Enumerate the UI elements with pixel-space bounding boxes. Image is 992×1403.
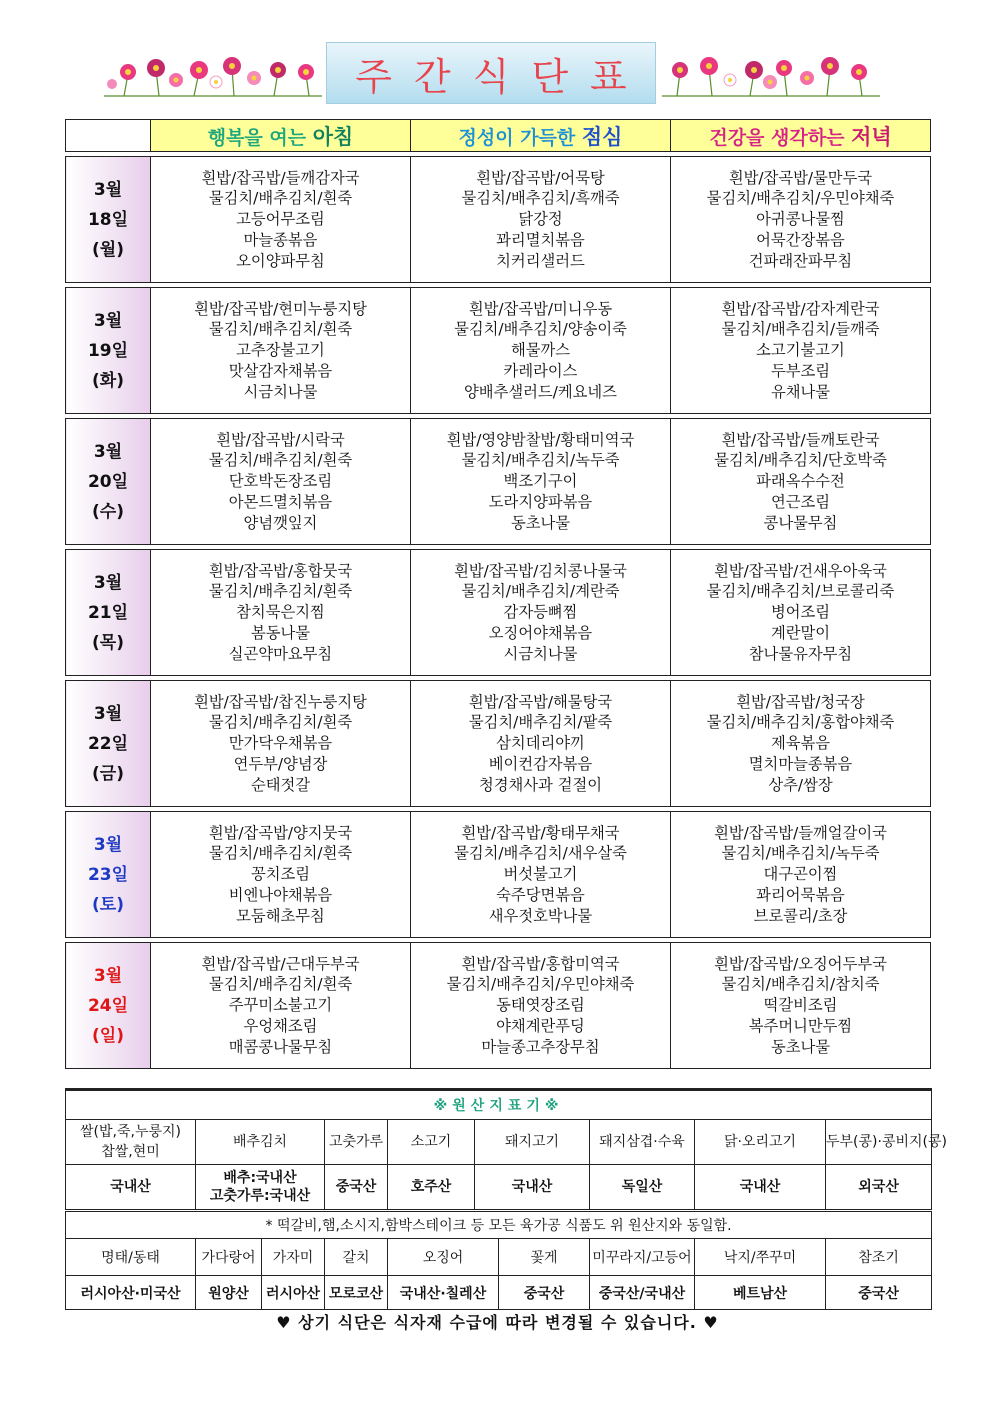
menu-item: 아몬드멸치볶음 — [228, 492, 333, 511]
menu-item: 흰밥/잡곡밥/들깨토란국 — [721, 430, 880, 449]
menu-item: 물김치/배추김치/녹두죽 — [461, 451, 620, 470]
date-cell — [66, 943, 151, 1069]
title-box — [326, 42, 656, 104]
origin-val-tofu: 외국산 — [826, 1165, 932, 1211]
menu-item: 시금치나물 — [503, 644, 578, 663]
menu-item: 베이컨감자볶음 — [488, 754, 593, 773]
menu-item: 제육볶음 — [770, 734, 831, 753]
menu-item: 고등어무조림 — [236, 210, 325, 229]
menu-item: 물김치/배추김치/우민야채죽 — [446, 975, 635, 994]
menu-item: 동초나물 — [510, 513, 571, 532]
menu-item: 흰밥/잡곡밥/미니우동 — [468, 299, 613, 318]
menu-item: 시금치나물 — [243, 382, 318, 401]
date-month: 3월 — [93, 572, 123, 593]
menu-item: 흰밥/잡곡밥/양지뭇국 — [208, 823, 353, 842]
menu-item: 건파래잔파무침 — [748, 251, 853, 270]
menu-item: 동태엿장조림 — [496, 996, 585, 1015]
date-date: 18일 — [87, 209, 129, 230]
breakfast-cell — [151, 943, 411, 1069]
menu-item: 계란말이 — [770, 623, 831, 642]
origin-head-flounder: 가자미 — [262, 1239, 325, 1276]
menu-item: 흰밥/잡곡밥/홍합미역국 — [461, 954, 620, 973]
origin-head-pork-belly: 돼지삼겹·수육 — [590, 1120, 695, 1165]
menu-item: 닭강정 — [518, 210, 563, 229]
date-month: 3월 — [93, 834, 123, 855]
origin-head-pollack: 명태/동태 — [66, 1239, 196, 1276]
lunch-cell — [411, 550, 671, 676]
menu-item: 아귀콩나물찜 — [756, 210, 845, 229]
menu-item: 흰밥/잡곡밥/들깨감자국 — [201, 168, 360, 187]
menu-item: 비엔나야채볶음 — [228, 885, 333, 904]
menu-item: 유채나물 — [770, 382, 831, 401]
menu-item: 숙주당면볶음 — [496, 885, 585, 904]
menu-item: 흰밥/잡곡밥/청국장 — [736, 692, 865, 711]
date-weekday: (월) — [92, 239, 124, 260]
menu-item: 동초나물 — [770, 1037, 831, 1056]
menu-item: 흰밥/잡곡밥/감자계란국 — [721, 299, 880, 318]
menu-item: 흰밥/잡곡밥/황태무채국 — [461, 823, 620, 842]
origin-val-pork-belly: 독일산 — [590, 1165, 695, 1211]
origin-val-chili: 중국산 — [325, 1165, 388, 1211]
dinner-cell — [671, 681, 931, 807]
origin-val-pollack: 러시아산·미국산 — [66, 1276, 196, 1310]
menu-item: 카레라이스 — [503, 361, 578, 380]
menu-item: 상추/쌈장 — [768, 775, 833, 794]
origin-note: * 떡갈비,햄,소시지,함박스테이크 등 모든 육가공 식품도 위 원산지와 동일함. — [66, 1211, 932, 1239]
flower-border-right — [662, 52, 880, 100]
menu-item: 흰밥/잡곡밥/오징어두부국 — [714, 954, 887, 973]
menu-item: 물김치/배추김치/양송이죽 — [454, 320, 627, 339]
lunch-cell — [411, 157, 671, 283]
menu-item: 콩나물무침 — [763, 513, 838, 532]
date-month: 3월 — [93, 965, 123, 986]
date-weekday: (화) — [92, 370, 124, 391]
origin-table — [65, 1088, 947, 1310]
menu-item: 대구곤이찜 — [763, 865, 838, 884]
breakfast-cell — [151, 550, 411, 676]
menu-item: 매콤콩나물무침 — [228, 1037, 333, 1056]
menu-item: 멸치마늘종볶음 — [748, 754, 853, 773]
origin-head-bonito: 가다랑어 — [196, 1239, 262, 1276]
menu-item: 모둠해초무침 — [236, 906, 325, 925]
date-date: 19일 — [87, 340, 129, 361]
menu-item: 물김치/배추김치/흰죽 — [208, 975, 353, 994]
menu-item: 마늘종고추장무침 — [481, 1037, 600, 1056]
menu-item: 브로콜리/초장 — [753, 906, 848, 925]
menu-item: 만가닥우채볶음 — [228, 734, 333, 753]
date-date: 24일 — [87, 995, 129, 1016]
dinner-cell — [671, 419, 931, 545]
date-cell — [66, 419, 151, 545]
menu-item: 새우젓호박나물 — [488, 906, 593, 925]
origin-head-loach: 미꾸라지/고등어 — [590, 1239, 695, 1276]
menu-item: 삼치데리야끼 — [496, 734, 585, 753]
menu-item: 흰밥/잡곡밥/찹진누룽지탕 — [194, 692, 367, 711]
breakfast-cell — [151, 288, 411, 414]
flower-border-left — [104, 52, 322, 100]
menu-item: 흰밥/잡곡밥/들깨얼갈이국 — [714, 823, 887, 842]
menu-item: 단호박돈장조림 — [228, 472, 333, 491]
date-month: 3월 — [93, 703, 123, 724]
dinner-cell — [671, 943, 931, 1069]
menu-item: 어묵간장볶음 — [756, 230, 845, 249]
breakfast-cell — [151, 681, 411, 807]
date-cell — [66, 550, 151, 676]
lunch-cell — [411, 419, 671, 545]
date-cell — [66, 157, 151, 283]
date-cell — [66, 288, 151, 414]
menu-item: 참나물유자무침 — [748, 644, 853, 663]
menu-item: 실곤약마요무침 — [228, 644, 333, 663]
menu-item: 복주머니만두찜 — [748, 1016, 853, 1035]
menu-item: 두부조림 — [770, 361, 831, 380]
menu-item: 꽈리어묵볶음 — [756, 885, 845, 904]
menu-item: 소고기불고기 — [756, 341, 845, 360]
date-weekday: (목) — [92, 632, 124, 653]
origin-val-poultry: 국내산 — [695, 1165, 826, 1211]
origin-head-kimchi: 배추김치 — [196, 1120, 325, 1165]
menu-item: 흰밥/잡곡밥/해물탕국 — [468, 692, 613, 711]
menu-item: 오징어야채볶음 — [488, 623, 593, 642]
origin-head-octopus: 낙지/쭈꾸미 — [695, 1239, 826, 1276]
menu-item: 물김치/배추김치/흰죽 — [208, 320, 353, 339]
dinner-cell — [671, 288, 931, 414]
menu-item: 물김치/배추김치/홍합야채죽 — [706, 713, 895, 732]
menu-item: 치커리샐러드 — [496, 251, 585, 270]
origin-val-octopus: 베트남산 — [695, 1276, 826, 1310]
header-lunch: 정성이 가득한 점심 — [411, 120, 671, 152]
origin-head-squid: 오징어 — [388, 1239, 499, 1276]
menu-item: 물김치/배추김치/브로콜리죽 — [706, 582, 895, 601]
date-date: 20일 — [87, 471, 129, 492]
menu-item: 마늘종볶음 — [243, 230, 318, 249]
menu-item: 흰밥/영양밤찰밥/황태미역국 — [446, 430, 635, 449]
page-title: 주간식단표 — [355, 54, 649, 99]
menu-item: 도라지양파볶음 — [488, 492, 593, 511]
origin-head-croaker: 참조기 — [826, 1239, 932, 1276]
menu-item: 주꾸미소불고기 — [228, 996, 333, 1015]
menu-item: 해물까스 — [510, 341, 571, 360]
date-date: 21일 — [87, 602, 129, 623]
menu-item: 흰밥/잡곡밥/현미누룽지탕 — [194, 299, 367, 318]
origin-val-hairtail: 모로코산 — [325, 1276, 388, 1310]
origin-val-beef: 호주산 — [388, 1165, 475, 1211]
day-row — [66, 943, 931, 1069]
menu-item: 흰밥/잡곡밥/어묵탕 — [476, 168, 605, 187]
menu-item: 물김치/배추김치/녹두죽 — [721, 844, 880, 863]
menu-item: 흰밥/잡곡밥/시락국 — [216, 430, 345, 449]
menu-item: 양배추샐러드/케요네즈 — [464, 382, 617, 401]
menu-item: 백조기구이 — [503, 472, 578, 491]
menu-item: 물김치/배추김치/흑깨죽 — [461, 189, 620, 208]
date-month: 3월 — [93, 441, 123, 462]
title-banner — [104, 42, 880, 104]
origin-head-crab: 꽃게 — [499, 1239, 590, 1276]
origin-head-chili: 고춧가루 — [325, 1120, 388, 1165]
day-row — [66, 812, 931, 938]
menu-item: 물김치/배추김치/단호박죽 — [714, 451, 887, 470]
menu-item: 물김치/배추김치/참치죽 — [721, 975, 880, 994]
menu-item: 물김치/배추김치/흰죽 — [208, 451, 353, 470]
origin-vals-row2 — [66, 1276, 932, 1310]
menu-item: 물김치/배추김치/흰죽 — [208, 844, 353, 863]
header-breakfast: 행복을 여는 아침 — [151, 120, 411, 152]
menu-item: 흰밥/잡곡밥/건새우아욱국 — [714, 561, 887, 580]
menu-item: 물김치/배추김치/새우살죽 — [454, 844, 627, 863]
menu-table — [65, 119, 931, 1069]
menu-item: 양념깻잎지 — [243, 513, 318, 532]
date-month: 3월 — [93, 179, 123, 200]
menu-item: 버섯불고기 — [503, 865, 578, 884]
dinner-cell — [671, 550, 931, 676]
origin-val-squid: 국내산·칠레산 — [388, 1276, 499, 1310]
origin-head-poultry: 닭·오리고기 — [695, 1120, 826, 1165]
origin-title: ※원산지표기※ — [66, 1090, 932, 1120]
menu-item: 감자등뼈찜 — [503, 603, 578, 622]
breakfast-cell — [151, 812, 411, 938]
menu-item: 물김치/배추김치/흰죽 — [208, 582, 353, 601]
lunch-cell — [411, 681, 671, 807]
menu-item: 병어조림 — [770, 603, 831, 622]
menu-item: 봄동나물 — [250, 623, 311, 642]
date-weekday: (수) — [92, 501, 124, 522]
origin-head-tofu: 두부(콩)·콩비지(콩) — [826, 1120, 932, 1165]
origin-head-pork: 돼지고기 — [475, 1120, 590, 1165]
menu-header-row — [66, 120, 931, 152]
origin-head-rice: 쌀(밥,죽,누룽지) 찹쌀,현미 — [66, 1120, 196, 1165]
header-corner — [66, 120, 151, 152]
menu-item: 물김치/배추김치/흰죽 — [208, 189, 353, 208]
origin-val-loach: 중국산/국내산 — [590, 1276, 695, 1310]
origin-heads-row2 — [66, 1239, 932, 1276]
lunch-cell — [411, 288, 671, 414]
menu-item: 꽁치조림 — [250, 865, 311, 884]
origin-val-flounder: 러시아산 — [262, 1276, 325, 1310]
date-weekday: (금) — [92, 763, 124, 784]
menu-item: 오이양파무침 — [236, 251, 325, 270]
menu-item: 우엉채조림 — [243, 1016, 318, 1035]
date-month: 3월 — [93, 310, 123, 331]
menu-item: 흰밥/잡곡밥/김치콩나물국 — [454, 561, 627, 580]
origin-head-beef: 소고기 — [388, 1120, 475, 1165]
menu-item: 맛살감자채볶음 — [228, 361, 333, 380]
footnote: ♥ 상기 식단은 식자재 수급에 따라 변경될 수 있습니다. ♥ — [276, 1313, 719, 1332]
day-row — [66, 419, 931, 545]
date-date: 22일 — [87, 733, 129, 754]
day-row — [66, 550, 931, 676]
date-cell — [66, 681, 151, 807]
menu-item: 참치묵은지찜 — [236, 603, 325, 622]
day-row — [66, 288, 931, 414]
origin-heads-row1 — [66, 1120, 932, 1165]
origin-val-rice: 국내산 — [66, 1165, 196, 1211]
origin-val-bonito: 원양산 — [196, 1276, 262, 1310]
day-row — [66, 681, 931, 807]
menu-item: 연근조림 — [770, 492, 831, 511]
date-weekday: (일) — [92, 1025, 124, 1046]
origin-val-croaker: 중국산 — [826, 1276, 932, 1310]
menu-item: 흰밥/잡곡밥/홍합뭇국 — [208, 561, 353, 580]
menu-item: 물김치/배추김치/흰죽 — [208, 713, 353, 732]
origin-head-hairtail: 갈치 — [325, 1239, 388, 1276]
origin-val-crab: 중국산 — [499, 1276, 590, 1310]
menu-item: 청경채사과 겉절이 — [478, 775, 603, 794]
menu-item: 고추장불고기 — [236, 341, 325, 360]
menu-item: 흰밥/잡곡밥/물만두국 — [728, 168, 873, 187]
menu-item: 야채계란푸딩 — [496, 1016, 585, 1035]
menu-item: 연두부/양념장 — [233, 754, 328, 773]
menu-item: 떡갈비조림 — [763, 996, 838, 1015]
breakfast-cell — [151, 157, 411, 283]
menu-item: 흰밥/잡곡밥/근대두부국 — [201, 954, 360, 973]
origin-vals-row1 — [66, 1165, 932, 1211]
date-weekday: (토) — [92, 894, 124, 915]
dinner-cell — [671, 812, 931, 938]
menu-item: 물김치/배추김치/들깨죽 — [721, 320, 880, 339]
menu-item: 순태젓갈 — [250, 775, 311, 794]
menu-item: 물김치/배추김치/우민야채죽 — [706, 189, 895, 208]
menu-item: 물김치/배추김치/팥죽 — [468, 713, 613, 732]
breakfast-cell — [151, 419, 411, 545]
header-dinner: 건강을 생각하는 저녁 — [671, 120, 931, 152]
menu-item: 물김치/배추김치/계란죽 — [461, 582, 620, 601]
origin-val-pork: 국내산 — [475, 1165, 590, 1211]
menu-item: 꽈리멸치볶음 — [496, 230, 585, 249]
day-row — [66, 157, 931, 283]
lunch-cell — [411, 812, 671, 938]
date-cell — [66, 812, 151, 938]
dinner-cell — [671, 157, 931, 283]
origin-val-kimchi: 배추:국내산 고춧가루:국내산 — [196, 1165, 325, 1211]
menu-item: 파래옥수수전 — [756, 472, 845, 491]
lunch-cell — [411, 943, 671, 1069]
date-date: 23일 — [87, 864, 129, 885]
